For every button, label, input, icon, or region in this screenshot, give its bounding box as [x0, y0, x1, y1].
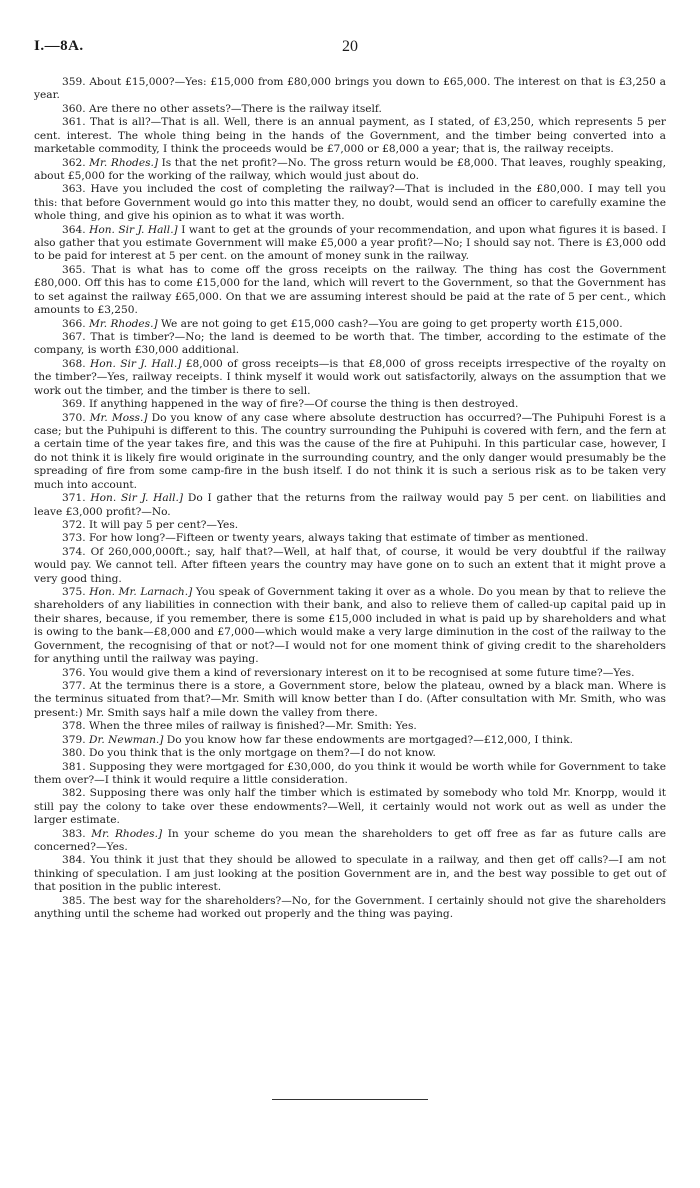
question-number: 365.: [62, 263, 86, 276]
question-number: 381.: [62, 760, 86, 773]
question-paragraph: [34, 116, 666, 156]
question-paragraph: [34, 519, 666, 532]
question-paragraph: [34, 398, 666, 411]
question-paragraph: [34, 667, 666, 680]
question-text: For how long?—Fifteen or twenty years, always taking that estimate of timber as mentioned.: [88, 532, 589, 545]
question-number: 370.: [62, 411, 86, 424]
question-text: Do I gather that the returns from the railway would pay 5 per cent. on liabilities and leave £3,000 profit?—No.: [34, 492, 667, 518]
question-number: 374.: [62, 545, 86, 558]
question-paragraph: [34, 546, 666, 586]
page-header: [34, 38, 666, 62]
question-number: 362.: [62, 156, 86, 169]
question-text: Are there no other assets?—There is the railway itself.: [88, 102, 382, 115]
question-paragraph: [34, 76, 666, 103]
question-number: 373.: [62, 532, 86, 545]
question-text: I want to get at the grounds of your recommendation, and upon what figures it is based. I also gather that you estimate Government will make £5,000 a year profit?—No; I should say not. There is £3,000 odd to be paid for interest at 5 per cent. on the amount of money sunk in the railway.: [34, 223, 667, 263]
question-number: 376.: [62, 666, 86, 679]
question-paragraph: [34, 358, 666, 398]
question-text: If anything happened in the way of fire?—Of course the thing is then destroyed.: [88, 398, 519, 411]
question-paragraph: [34, 586, 666, 667]
speaker-name: Mr. Moss.]: [89, 411, 148, 424]
question-number: 377.: [62, 679, 86, 692]
question-number: 363.: [62, 183, 86, 196]
question-number: 382.: [62, 787, 86, 800]
question-text: Of 260,000,000ft.; say, half that?—Well, at half that, of course, it would be very doubtful if the railway would pay. We cannot tell. After fifteen years the country may have gone on to such an extent that it might prove a very good thing.: [34, 545, 666, 585]
document-reference: I.—8A.: [34, 38, 84, 54]
question-paragraph: [34, 747, 666, 760]
question-number: 379.: [62, 733, 86, 746]
question-number: 360.: [62, 102, 86, 115]
question-number: 371.: [62, 492, 86, 505]
question-paragraph: [34, 318, 666, 331]
question-text: Do you know how far these endowments are mortgaged?—£12,000, I think.: [166, 733, 573, 746]
question-text: You think it just that they should be allowed to speculate in a railway, and then get off calls?—I am not thinking of speculation. I am just looking at the position Government are in, and the best way possible to get out of that position in the public interest.: [34, 854, 667, 894]
question-paragraph: [34, 734, 666, 747]
end-rule: [272, 1099, 428, 1100]
question-paragraph: [34, 787, 666, 827]
question-number: 359.: [62, 76, 86, 88]
question-text: About £15,000?—Yes: £15,000 from £80,000 brings you down to £65,000. The interest on that is £3,250 a year.: [34, 76, 666, 102]
question-paragraph: [34, 264, 666, 318]
question-paragraph: [34, 895, 666, 922]
question-text: That is timber?—No; the land is deemed to be worth that. The timber, according to the estimate of the company, is worth £30,000 additional.: [34, 331, 666, 357]
question-paragraph: [34, 224, 666, 264]
question-text: You would give them a kind of reversionary interest on it to be recognised at some future time?—Yes.: [88, 666, 635, 679]
question-text: Do you think that is the only mortgage on them?—I do not know.: [88, 747, 436, 760]
question-text: Have you included the cost of completing the railway?—That is included in the £80,000. I may tell you this: that before Government would go into this matter they, no doubt, would send an officer to carefully examine the whole thing, and give his opinion as to what it was worth.: [34, 183, 666, 223]
question-number: 361.: [62, 116, 86, 129]
question-text: You speak of Government taking it over as a whole. Do you mean by that to relieve the shareholders of any liabilities in connection with their bank, and also to relieve them of called-up capital paid up in their shares, because, if you remember, there is some £15,000 included in what is paid up by shareholders and what is owing to the bank—£8,000 and £7,000—which would make a very large diminution in the cost of the railway to the Government, the recognising of that or not?—I would not for one moment think of giving credit to the shareholders for anything until the railway was paying.: [34, 586, 667, 666]
speaker-name: Hon. Sir J. Hall.]: [90, 357, 182, 370]
speaker-name: Mr. Rhodes.]: [89, 156, 159, 169]
speaker-name: Hon. Mr. Larnach.]: [89, 586, 193, 599]
speaker-name: Dr. Newman.]: [88, 733, 164, 746]
question-text: We are not going to get £15,000 cash?—You are going to get property worth £15,000.: [161, 317, 623, 330]
question-text: Is that the net profit?—No. The gross return would be £8,000. That leaves, roughly speaking, about £5,000 for the working of the railway, which would just about do.: [34, 156, 666, 182]
question-paragraph: [34, 103, 666, 116]
question-paragraph: [34, 854, 666, 894]
page-number: 20: [342, 38, 358, 55]
question-paragraph: [34, 331, 666, 358]
question-text: That is all?—That is all. Well, there is an annual payment, as I stated, of £3,250, which represents 5 per cent. interest. The whole thing being in the hands of the Government, and the timber being converted into a marketable commodity, I think the proceeds would be £7,000 or £8,000 a year; that is, the railway receipts.: [34, 116, 666, 156]
question-number: 366.: [62, 317, 86, 330]
question-paragraph: [34, 183, 666, 223]
question-number: 369.: [62, 398, 86, 411]
question-paragraph: [34, 157, 666, 184]
question-text: That is what has to come off the gross receipts on the railway. The thing has cost the Government £80,000. Off this has to come £15,000 for the land, which will revert to the Government, so that the Government has to set against the railway £65,000. On that we are assuming interest should be paid at the rate of 5 per cent., which amounts to £3,250.: [34, 263, 666, 317]
question-number: 364.: [62, 223, 86, 236]
question-text: The best way for the shareholders?—No, for the Government. I certainly should not give the shareholders anything until the scheme had worked out properly and the thing was paying.: [34, 894, 666, 921]
question-text: £8,000 of gross receipts—is that £8,000 of gross receipts irrespective of the royalty on the timber?—Yes, railway receipts. I think myself it would work out satisfactorily, always on the assumption that we work out the timber, and the timber is there to sell.: [34, 357, 666, 397]
question-number: 368.: [62, 357, 86, 370]
question-text: Supposing there was only half the timber which is estimated by somebody who told Mr. Knorpp, would it still pay the colony to take over these endowments?—Well, it certainly would not work out as well as under the larger estimate.: [34, 787, 666, 827]
speaker-name: Hon. Sir J. Hall.]: [89, 223, 178, 236]
speaker-name: Mr. Rhodes.]: [88, 317, 158, 330]
question-paragraph: [34, 412, 666, 493]
question-number: 385.: [62, 894, 86, 907]
question-paragraph: [34, 532, 666, 545]
question-number: 380.: [62, 747, 86, 760]
question-text: Supposing they were mortgaged for £30,000, do you think it would be worth while for Government to take them over?—I think it would require a little consideration.: [34, 760, 666, 786]
speaker-name: Mr. Rhodes.]: [91, 827, 163, 840]
question-paragraph: [34, 761, 666, 788]
question-text: At the terminus there is a store, a Government store, below the plateau, owned by a black man. Where is the terminus situated from that?—Mr. Smith will know better than I do. (After consultation with Mr. Smith, who was present:) Mr. Smith says half a mile down the valley from there.: [34, 679, 667, 719]
question-number: 384.: [62, 854, 86, 867]
question-number: 378.: [62, 720, 86, 733]
question-paragraph: [34, 492, 666, 519]
question-text: When the three miles of railway is finished?—Mr. Smith: Yes.: [88, 720, 417, 733]
question-text: In your scheme do you mean the shareholders to get off free as far as future calls are concerned?—Yes.: [34, 827, 666, 854]
question-text: It will pay 5 per cent?—Yes.: [88, 518, 239, 531]
question-paragraph: [34, 828, 666, 855]
question-number: 375.: [62, 586, 86, 599]
question-paragraph: [34, 680, 666, 720]
question-number: 383.: [62, 827, 86, 840]
question-text: Do you know of any case where absolute destruction has occurred?—The Puhipuhi Forest is a case; but the Puhipuhi is different to this. The country surrounding the Puhipuhi is covered with fern, and the fern at a certain time of the year takes fire, and this was the cause of the fire at Puhipuhi. In this particular case, however, I do not think it is likely fire would originate in the surrounding country, and the only danger would presumably be the spreading of fire from some camp-fire in the bush itself. I do not think it is such a serious risk as to be taken very much into account.: [34, 411, 666, 491]
question-paragraph: [34, 720, 666, 733]
question-number: 367.: [62, 331, 86, 344]
question-number: 372.: [62, 518, 86, 531]
speaker-name: Hon. Sir J. Hall.]: [90, 492, 184, 505]
testimony-body: [34, 76, 666, 922]
